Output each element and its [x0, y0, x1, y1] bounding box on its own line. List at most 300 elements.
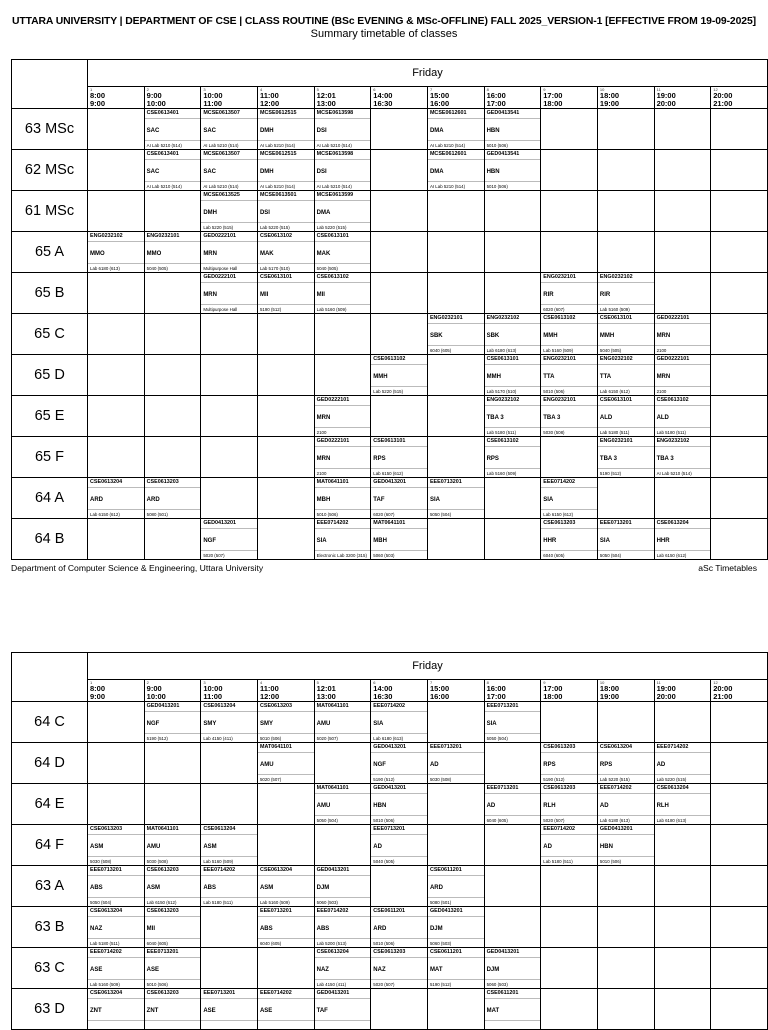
slot-start: 10:00	[203, 91, 223, 100]
cell-divider	[201, 897, 257, 898]
course-code: ENG0232101	[146, 233, 180, 239]
lesson-card[interactable]	[598, 355, 654, 395]
lesson-cell[interactable]	[88, 948, 145, 989]
lesson-cell[interactable]	[597, 743, 654, 784]
teacher-initials: RLH	[543, 803, 556, 809]
lesson-card[interactable]	[315, 907, 371, 947]
cell-divider	[315, 405, 371, 406]
cell-divider	[371, 550, 427, 551]
lesson-card[interactable]	[428, 743, 484, 783]
lesson-card[interactable]	[258, 109, 314, 149]
cell-divider	[145, 711, 201, 712]
lesson-card[interactable]	[428, 948, 484, 988]
lesson-card[interactable]	[541, 273, 597, 313]
lesson-card[interactable]	[598, 437, 654, 477]
lesson-cell[interactable]	[484, 314, 541, 355]
lesson-card[interactable]	[315, 702, 371, 742]
lesson-card[interactable]	[88, 825, 144, 865]
lesson-card[interactable]	[655, 784, 711, 824]
cell-divider	[428, 938, 484, 939]
lesson-card[interactable]	[315, 989, 371, 1029]
lesson-cell[interactable]	[201, 866, 258, 907]
course-code: MCSE0612515	[259, 151, 297, 157]
lesson-card[interactable]	[428, 478, 484, 518]
course-code: EEE0714202	[259, 990, 292, 996]
lesson-cell[interactable]	[597, 314, 654, 355]
lesson-card[interactable]	[371, 784, 427, 824]
lesson-cell[interactable]	[597, 437, 654, 478]
lesson-cell[interactable]	[371, 743, 428, 784]
lesson-card[interactable]	[485, 150, 541, 190]
slot-number: 6	[373, 680, 376, 685]
lesson-card[interactable]	[201, 825, 257, 865]
slot-start: 19:00	[656, 91, 676, 100]
cell-divider	[145, 118, 201, 119]
lesson-card[interactable]	[485, 702, 541, 742]
lesson-card[interactable]	[258, 743, 314, 783]
empty-cell	[371, 866, 428, 907]
lesson-cell[interactable]	[314, 784, 371, 825]
lesson-cell[interactable]	[201, 109, 258, 150]
lesson-card[interactable]	[315, 273, 371, 313]
lesson-cell[interactable]	[201, 702, 258, 743]
cell-divider	[315, 957, 371, 958]
empty-cell	[541, 150, 598, 191]
lesson-cell[interactable]	[371, 478, 428, 519]
teacher-initials: SAC	[146, 128, 160, 134]
lesson-card[interactable]	[485, 948, 541, 988]
lesson-card[interactable]	[315, 866, 371, 906]
empty-cell	[201, 478, 258, 519]
lesson-card[interactable]	[541, 743, 597, 783]
lesson-cell[interactable]	[541, 519, 598, 560]
room-label: AI Lab 5210 (514)	[259, 184, 296, 189]
cell-divider	[541, 487, 597, 488]
lesson-card[interactable]	[145, 478, 201, 518]
lesson-cell[interactable]	[257, 702, 314, 743]
lesson-cell[interactable]	[654, 355, 711, 396]
lesson-cell[interactable]	[427, 907, 484, 948]
lesson-cell[interactable]	[314, 519, 371, 560]
lesson-cell[interactable]	[427, 109, 484, 150]
lesson-card[interactable]	[485, 355, 541, 395]
lesson-card[interactable]	[201, 273, 257, 313]
lesson-cell[interactable]	[541, 784, 598, 825]
slot-start: 16:00	[486, 91, 506, 100]
lesson-card[interactable]	[201, 232, 257, 272]
lesson-card[interactable]	[201, 519, 257, 559]
class-name: 63 A	[12, 866, 88, 907]
lesson-card[interactable]	[541, 825, 597, 865]
teacher-initials: MRN	[316, 456, 331, 462]
teacher-initials: ASE	[203, 1008, 216, 1014]
lesson-card[interactable]	[655, 314, 711, 354]
lesson-cell[interactable]	[201, 150, 258, 191]
empty-cell	[201, 314, 258, 355]
lesson-cell[interactable]	[257, 743, 314, 784]
lesson-card[interactable]	[598, 519, 654, 559]
lesson-cell[interactable]	[88, 232, 145, 273]
lesson-cell[interactable]	[654, 437, 711, 478]
empty-cell	[88, 109, 145, 150]
lesson-card[interactable]	[541, 519, 597, 559]
lesson-cell[interactable]	[314, 702, 371, 743]
cell-divider	[598, 345, 654, 346]
lesson-cell[interactable]	[597, 273, 654, 314]
class-name: 63 C	[12, 948, 88, 989]
lesson-cell[interactable]	[654, 519, 711, 560]
lesson-cell[interactable]	[654, 743, 711, 784]
lesson-card[interactable]	[145, 232, 201, 272]
lesson-card[interactable]	[258, 702, 314, 742]
teacher-initials: ASM	[259, 885, 274, 891]
cell-divider	[201, 159, 257, 160]
lesson-cell[interactable]	[427, 150, 484, 191]
lesson-cell[interactable]	[88, 907, 145, 948]
course-code: CSE0613204	[259, 867, 293, 873]
lesson-card[interactable]	[145, 109, 201, 149]
cell-divider	[315, 897, 371, 898]
lesson-cell[interactable]	[484, 989, 541, 1030]
lesson-card[interactable]	[371, 702, 427, 742]
lesson-cell[interactable]	[144, 948, 201, 989]
lesson-card[interactable]	[145, 702, 201, 742]
cell-divider	[315, 282, 371, 283]
cell-divider	[315, 263, 371, 264]
lesson-card[interactable]	[485, 396, 541, 436]
lesson-card[interactable]	[485, 314, 541, 354]
lesson-card[interactable]	[655, 743, 711, 783]
lesson-cell[interactable]	[88, 989, 145, 1030]
lesson-card[interactable]	[541, 396, 597, 436]
empty-cell	[257, 396, 314, 437]
room-label: 5190 (512)	[543, 777, 565, 782]
cell-divider	[315, 733, 371, 734]
lesson-card[interactable]	[88, 232, 144, 272]
lesson-cell[interactable]	[144, 907, 201, 948]
lesson-cell[interactable]	[257, 232, 314, 273]
lesson-cell[interactable]	[484, 948, 541, 989]
lesson-card[interactable]	[485, 109, 541, 149]
lesson-card[interactable]	[371, 743, 427, 783]
cell-divider	[145, 856, 201, 857]
lesson-card[interactable]	[315, 232, 371, 272]
lesson-cell[interactable]	[201, 989, 258, 1030]
cell-divider	[541, 774, 597, 775]
lesson-card[interactable]	[541, 478, 597, 518]
lesson-cell[interactable]	[371, 519, 428, 560]
lesson-card[interactable]	[371, 355, 427, 395]
lesson-card[interactable]	[258, 191, 314, 231]
table-row	[12, 825, 768, 866]
lesson-cell[interactable]	[88, 866, 145, 907]
lesson-card[interactable]	[598, 273, 654, 313]
lesson-cell[interactable]	[654, 396, 711, 437]
lesson-cell[interactable]	[144, 478, 201, 519]
lesson-card[interactable]	[428, 314, 484, 354]
lesson-card[interactable]	[485, 784, 541, 824]
lesson-cell[interactable]	[427, 478, 484, 519]
room-label: Multipurpose Hall	[203, 266, 238, 271]
slot-start: 20:00	[713, 91, 733, 100]
cell-divider	[598, 282, 654, 283]
lesson-cell[interactable]	[314, 232, 371, 273]
cell-divider	[428, 875, 484, 876]
lesson-cell[interactable]	[314, 989, 371, 1030]
lesson-card[interactable]	[258, 907, 314, 947]
lesson-cell[interactable]	[257, 109, 314, 150]
lesson-cell[interactable]	[257, 866, 314, 907]
lesson-cell[interactable]	[257, 907, 314, 948]
room-label: 2100	[656, 348, 667, 353]
lesson-cell[interactable]	[314, 866, 371, 907]
lesson-card[interactable]	[371, 519, 427, 559]
lesson-cell[interactable]	[484, 109, 541, 150]
cell-divider	[541, 364, 597, 365]
lesson-card[interactable]	[371, 478, 427, 518]
lesson-card[interactable]	[655, 437, 711, 477]
lesson-card[interactable]	[315, 784, 371, 824]
lesson-card[interactable]	[598, 314, 654, 354]
cell-divider	[371, 774, 427, 775]
lesson-card[interactable]	[201, 150, 257, 190]
lesson-card[interactable]	[655, 355, 711, 395]
cell-divider	[315, 916, 371, 917]
lesson-cell[interactable]	[257, 150, 314, 191]
lesson-cell[interactable]	[144, 150, 201, 191]
lesson-cell[interactable]	[427, 948, 484, 989]
cell-divider	[655, 550, 711, 551]
lesson-card[interactable]	[428, 109, 484, 149]
time-slot-header	[541, 87, 598, 109]
lesson-cell[interactable]	[201, 273, 258, 314]
lesson-cell[interactable]	[201, 519, 258, 560]
lesson-card[interactable]	[88, 478, 144, 518]
lesson-card[interactable]	[88, 989, 144, 1029]
teacher-initials: MMH	[543, 333, 558, 339]
lesson-cell[interactable]	[371, 437, 428, 478]
slot-end: 10:00	[146, 692, 166, 701]
empty-cell	[144, 273, 201, 314]
lesson-cell[interactable]	[257, 989, 314, 1030]
lesson-card[interactable]	[145, 989, 201, 1029]
lesson-card[interactable]	[258, 232, 314, 272]
lesson-cell[interactable]	[484, 784, 541, 825]
lesson-card[interactable]	[371, 907, 427, 947]
lesson-card[interactable]	[598, 784, 654, 824]
lesson-cell[interactable]	[144, 702, 201, 743]
teacher-initials: SIA	[373, 721, 384, 727]
lesson-card[interactable]	[371, 437, 427, 477]
room-label: Lab 5220 (515)	[259, 225, 290, 230]
lesson-cell[interactable]	[201, 825, 258, 866]
lesson-cell[interactable]	[257, 191, 314, 232]
room-label: AI Lab 5210 (514)	[316, 184, 352, 189]
lesson-cell[interactable]	[427, 743, 484, 784]
cell-divider	[655, 468, 711, 469]
lesson-cell[interactable]	[314, 191, 371, 232]
empty-cell	[484, 232, 541, 273]
lesson-cell[interactable]	[201, 232, 258, 273]
room-label: Lab 5220 (515)	[316, 225, 347, 230]
lesson-card[interactable]	[258, 273, 314, 313]
lesson-cell[interactable]	[484, 702, 541, 743]
room-label: Lab 5160 (509)	[599, 307, 630, 312]
teacher-initials: TAF	[316, 1008, 328, 1014]
lesson-card[interactable]	[428, 866, 484, 906]
lesson-cell[interactable]	[88, 478, 145, 519]
lesson-card[interactable]	[145, 907, 201, 947]
lesson-cell[interactable]	[541, 273, 598, 314]
lesson-cell[interactable]	[484, 396, 541, 437]
course-code: MAT0641101	[259, 744, 292, 750]
lesson-cell[interactable]	[144, 825, 201, 866]
lesson-cell[interactable]	[541, 396, 598, 437]
empty-cell	[541, 191, 598, 232]
lesson-card[interactable]	[258, 150, 314, 190]
lesson-card[interactable]	[315, 519, 371, 559]
time-slot-header	[711, 87, 768, 109]
cell-divider	[88, 509, 144, 510]
lesson-cell[interactable]	[314, 109, 371, 150]
lesson-card[interactable]	[201, 191, 257, 231]
lesson-card[interactable]	[201, 702, 257, 742]
lesson-cell[interactable]	[654, 314, 711, 355]
lesson-card[interactable]	[145, 948, 201, 988]
lesson-card[interactable]	[315, 191, 371, 231]
lesson-card[interactable]	[145, 825, 201, 865]
lesson-card[interactable]	[315, 948, 371, 988]
teacher-initials: NGF	[373, 762, 386, 768]
lesson-card[interactable]	[88, 907, 144, 947]
lesson-cell[interactable]	[371, 355, 428, 396]
lesson-cell[interactable]	[427, 866, 484, 907]
table-row	[12, 355, 768, 396]
lesson-card[interactable]	[258, 989, 314, 1029]
lesson-cell[interactable]	[371, 784, 428, 825]
cell-divider	[258, 938, 314, 939]
lesson-cell[interactable]	[541, 743, 598, 784]
cell-divider	[315, 550, 371, 551]
lesson-cell[interactable]	[371, 702, 428, 743]
room-label: Lab 5160 (509)	[259, 900, 290, 905]
lesson-cell[interactable]	[484, 150, 541, 191]
empty-cell	[88, 437, 145, 478]
lesson-cell[interactable]	[201, 191, 258, 232]
lesson-cell[interactable]	[654, 784, 711, 825]
teacher-initials: ASM	[90, 844, 104, 850]
lesson-cell[interactable]	[597, 519, 654, 560]
lesson-cell[interactable]	[314, 150, 371, 191]
lesson-card[interactable]	[485, 989, 541, 1029]
lesson-card[interactable]	[371, 948, 427, 988]
empty-cell	[201, 784, 258, 825]
lesson-cell[interactable]	[597, 355, 654, 396]
lesson-cell[interactable]	[314, 478, 371, 519]
lesson-cell[interactable]	[371, 907, 428, 948]
teacher-initials: AD	[486, 803, 496, 809]
lesson-card[interactable]	[655, 519, 711, 559]
time-slot-header	[654, 680, 711, 702]
lesson-cell[interactable]	[144, 989, 201, 1030]
lesson-card[interactable]	[145, 866, 201, 906]
lesson-card[interactable]	[655, 396, 711, 436]
lesson-cell[interactable]	[484, 437, 541, 478]
lesson-cell[interactable]	[541, 355, 598, 396]
cell-divider	[541, 282, 597, 283]
teacher-initials: TBA 3	[599, 456, 618, 462]
cell-divider	[541, 345, 597, 346]
cell-divider	[655, 793, 711, 794]
lesson-card[interactable]	[598, 825, 654, 865]
lesson-cell[interactable]	[541, 478, 598, 519]
cell-divider	[145, 897, 201, 898]
lesson-cell[interactable]	[257, 273, 314, 314]
lesson-card[interactable]	[315, 478, 371, 518]
lesson-cell[interactable]	[314, 396, 371, 437]
lesson-card[interactable]	[145, 150, 201, 190]
lesson-card[interactable]	[315, 150, 371, 190]
lesson-card[interactable]	[541, 355, 597, 395]
lesson-cell[interactable]	[314, 948, 371, 989]
teacher-initials: SAC	[146, 169, 160, 175]
empty-cell	[597, 907, 654, 948]
lesson-card[interactable]	[315, 396, 371, 436]
lesson-cell[interactable]	[484, 355, 541, 396]
course-code: GED0222101	[656, 356, 690, 362]
lesson-card[interactable]	[598, 743, 654, 783]
lesson-cell[interactable]	[597, 784, 654, 825]
lesson-card[interactable]	[88, 948, 144, 988]
lesson-card[interactable]	[428, 150, 484, 190]
lesson-card[interactable]	[201, 109, 257, 149]
lesson-cell[interactable]	[371, 825, 428, 866]
teacher-initials: HHR	[543, 538, 557, 544]
lesson-cell[interactable]	[314, 273, 371, 314]
lesson-card[interactable]	[315, 437, 371, 477]
lesson-card[interactable]	[201, 989, 257, 1029]
lesson-cell[interactable]	[541, 314, 598, 355]
teacher-initials: MBH	[373, 538, 387, 544]
lesson-cell[interactable]	[144, 866, 201, 907]
lesson-card[interactable]	[541, 314, 597, 354]
lesson-cell[interactable]	[427, 314, 484, 355]
lesson-card[interactable]	[258, 866, 314, 906]
lesson-cell[interactable]	[371, 948, 428, 989]
cell-divider	[485, 957, 541, 958]
teacher-initials: SIA	[316, 538, 327, 544]
course-code: GED0413541	[486, 151, 520, 157]
lesson-cell[interactable]	[144, 109, 201, 150]
lesson-card[interactable]	[201, 866, 257, 906]
lesson-card[interactable]	[428, 907, 484, 947]
lesson-card[interactable]	[371, 825, 427, 865]
lesson-cell[interactable]	[597, 396, 654, 437]
lesson-card[interactable]	[315, 109, 371, 149]
lesson-cell[interactable]	[144, 232, 201, 273]
lesson-cell[interactable]	[314, 437, 371, 478]
lesson-card[interactable]	[88, 866, 144, 906]
course-code: EEE0714202	[373, 703, 406, 709]
lesson-cell[interactable]	[597, 825, 654, 866]
lesson-cell[interactable]	[541, 825, 598, 866]
lesson-cell[interactable]	[314, 907, 371, 948]
lesson-card[interactable]	[485, 437, 541, 477]
lesson-cell[interactable]	[88, 825, 145, 866]
lesson-card[interactable]	[598, 396, 654, 436]
course-code: CSE0613203	[146, 479, 179, 485]
lesson-card[interactable]	[541, 784, 597, 824]
